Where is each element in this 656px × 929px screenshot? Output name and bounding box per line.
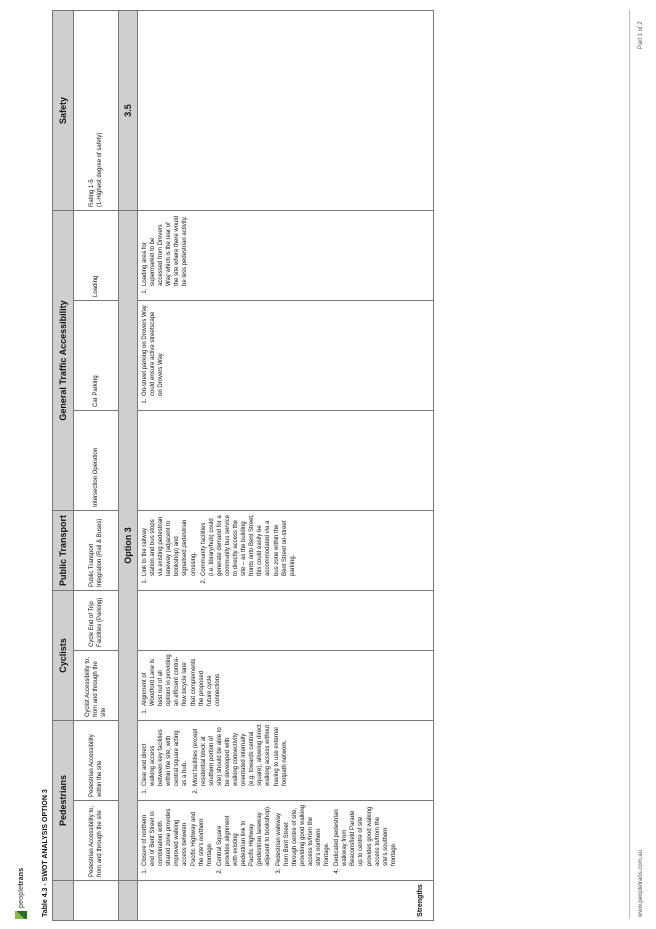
swot-table bbox=[52, 10, 434, 921]
cell-car-parking bbox=[138, 301, 434, 411]
option-row bbox=[119, 10, 138, 920]
subheader-row bbox=[74, 10, 119, 920]
logo-text-bold: trans bbox=[17, 867, 25, 886]
strengths-row bbox=[138, 10, 434, 920]
sub-cyc-to-from: Cyclist Accessibility to, from and through the site bbox=[74, 651, 119, 721]
logo-text-light: people bbox=[17, 885, 25, 908]
list-loading bbox=[141, 214, 190, 297]
list-item: 1. Closure of northern end of Bent Street in combination with shared zone provides improved walking access between Pacific Highway and the site's northern frontage. bbox=[141, 804, 214, 867]
list-item: 1. Alignment of Woodford Lane is best out of all options in providing an efficient contra-flow bicycle lane that complements the proposed future cycle connections bbox=[141, 654, 222, 707]
group-general-traffic: General Traffic Accessibility bbox=[53, 210, 74, 510]
list-item: 3. Pedestrian walkway from Bent Street through centre of site, providing good walking access to/from the site's northern frontage. bbox=[275, 804, 332, 867]
list-item: 1. Link to the railway station and bus stops via existing pedestrian laneway (adjacent to bookshop) and signalised pedestrian crossing. bbox=[141, 514, 198, 577]
sub-loading: Loading bbox=[74, 210, 119, 300]
sub-ped-to-from: Pedestrian Accessibility to, from and through the site bbox=[74, 801, 119, 881]
list-ped-to-from bbox=[141, 804, 398, 877]
cell-cyc-to-from bbox=[138, 651, 434, 721]
footer-page-number: Part 1 of 2 bbox=[638, 21, 644, 49]
company-logo bbox=[13, 868, 29, 919]
logo-mark-icon bbox=[15, 911, 27, 919]
sub-cyc-end-of-trip: Cycle End of Trip Facilities (Parking) bbox=[74, 591, 119, 651]
list-item: 2. Community facilities (i.e. library/hub) could generate demand for a community bus service to directly access the site – as the building fronts onto Bent Street, this could easily be accommodated via a bus zone within the Bent Street on-street parking. bbox=[200, 514, 297, 577]
option-label: Option 3 bbox=[119, 210, 138, 880]
row-label-strengths: Strengths bbox=[138, 881, 434, 921]
footer-divider bbox=[629, 10, 630, 919]
corner-cell-sub bbox=[74, 881, 119, 921]
list-car-parking bbox=[141, 304, 165, 407]
table-title: Table 4.3 - SWOT ANALYSIS OPTION 3 bbox=[42, 789, 49, 917]
footer-url: www.peopletrans.com.au bbox=[638, 849, 644, 917]
cell-cyc-end-of-trip bbox=[138, 591, 434, 651]
list-item: 4. Dedicated pedestrian walkway from Beaconsfield Parade up to centre of site provides good walking access to/from the site's southern frontage. bbox=[333, 804, 398, 867]
cell-intersection bbox=[138, 411, 434, 511]
cell-safety-blank bbox=[138, 10, 434, 210]
corner-cell-opt bbox=[119, 881, 138, 921]
cell-loading bbox=[138, 210, 434, 300]
corner-cell bbox=[53, 881, 74, 921]
list-cyc-to-from bbox=[141, 654, 222, 717]
list-item: 1. On-street parking on Drovers Way could ensure active streetscape on Drovers Way bbox=[141, 304, 165, 397]
rating-scale-note: (1-Highest degree of safety) bbox=[97, 132, 103, 207]
sub-intersection: Intersection Operation bbox=[74, 411, 119, 511]
sub-car-parking: Car Parking bbox=[74, 301, 119, 411]
rating-scale-label: Rating 1-5 bbox=[88, 179, 95, 207]
cell-ped-to-from bbox=[138, 801, 434, 881]
sub-ped-within: Pedestrian Accessibility within the site bbox=[74, 721, 119, 801]
group-safety: Safety bbox=[53, 10, 74, 210]
group-pedestrians: Pedestrians bbox=[53, 721, 74, 881]
group-header-row bbox=[53, 10, 74, 920]
list-ped-within bbox=[141, 724, 289, 797]
list-item: 1. Loading area for supermarket to be accessed from Drovers Way which is the rear of the site where there would be less pedestrian activity. bbox=[141, 214, 190, 287]
cell-pt-integration bbox=[138, 511, 434, 591]
list-item: 2. Most facilities (except residential block at southern portion of site) should be able to be developed with walking connectivity orientated internally (e.g. towards central square), allowing direct walking access without having to use external footpath network. bbox=[192, 724, 289, 787]
list-item: 2. Central Square provides alignment with existing pedestrian link to Pacific Highway (pedestrian laneway adjacent to bookshop). bbox=[216, 804, 273, 867]
group-cyclists: Cyclists bbox=[53, 591, 74, 721]
rating-value: 3.5 bbox=[119, 10, 138, 210]
sub-rating bbox=[74, 10, 119, 210]
cell-ped-within bbox=[138, 721, 434, 801]
list-item: 1. Clear and direct walking access between key facilities within the site, with central square acting as a hub. bbox=[141, 724, 190, 787]
list-pt-integration bbox=[141, 514, 297, 587]
sub-pt-integration: Public Transport Integration (Rail & Buses) bbox=[74, 511, 119, 591]
group-public-transport: Public Transport bbox=[53, 511, 74, 591]
